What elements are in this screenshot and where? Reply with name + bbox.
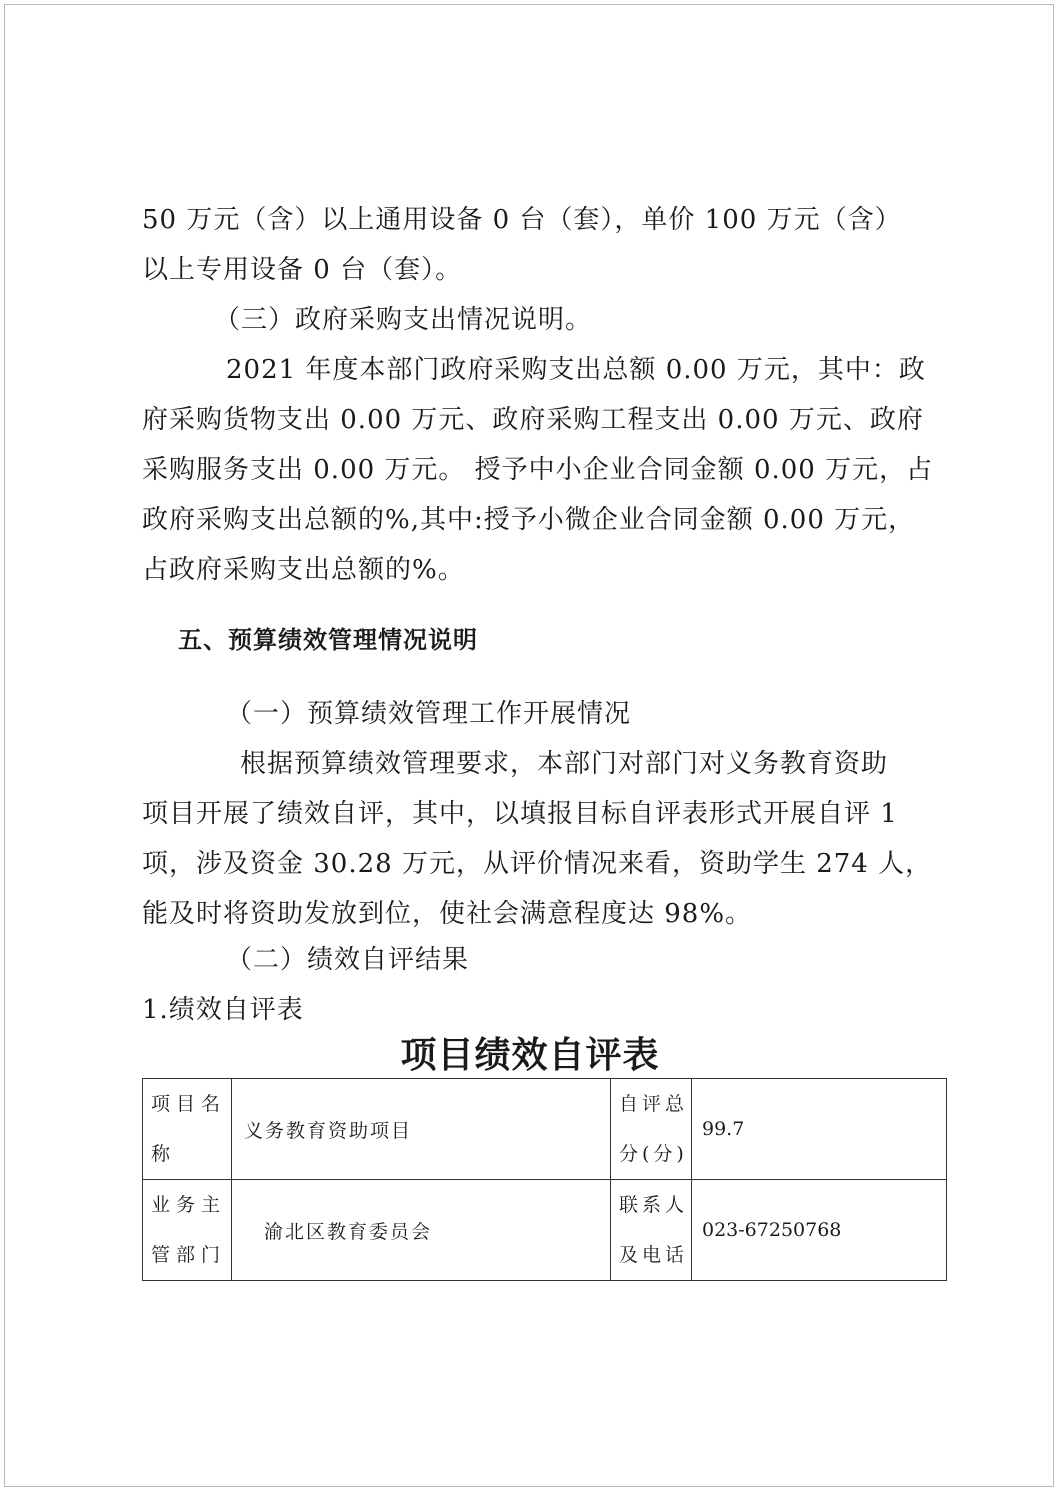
body-line: 项目开展了绩效自评，其中，以填报目标自评表形式开展自评 1	[142, 799, 898, 829]
table-cell-label	[143, 1180, 232, 1281]
body-line: 项，涉及资金 30.28 万元，从评价情况来看，资助学生 274 人，	[142, 849, 933, 879]
paragraph-line: 政府采购支出总额的%,其中:授予小微企业合同金额 0.00 万元，	[142, 505, 916, 535]
table-cell-value: 渝北区教育委员会	[232, 1180, 611, 1281]
label-line: 项目名	[151, 1093, 227, 1115]
label-line: 自评总	[619, 1093, 689, 1115]
paragraph-line: 50 万元（含）以上通用设备 0 台（套），单价 100 万元（含）	[142, 205, 902, 235]
table-cell-value: 义务教育资助项目	[232, 1079, 611, 1180]
subsection-heading-1: （一）预算绩效管理工作开展情况	[226, 699, 632, 729]
label-line: 业务主	[151, 1194, 227, 1216]
label-line: 分(分)	[619, 1143, 688, 1165]
table-cell-label	[611, 1079, 692, 1180]
paragraph-line: 采购服务支出 0.00 万元。 授予中小企业合同金额 0.00 万元，占	[142, 455, 934, 485]
subsection-heading-2: （二）绩效自评结果	[226, 945, 470, 975]
table-row	[143, 1079, 947, 1180]
label-line: 管部门	[151, 1244, 227, 1266]
label-line: 称	[151, 1143, 177, 1165]
table-cell-score: 99.7	[692, 1079, 947, 1180]
paragraph-line: 2021 年度本部门政府采购支出总额 0.00 万元，其中：政	[226, 355, 926, 385]
table-cell-label	[143, 1079, 232, 1180]
body-line: 根据预算绩效管理要求，本部门对部门对义务教育资助	[240, 749, 889, 779]
subsection-heading-3: （三）政府采购支出情况说明。	[214, 305, 593, 335]
paragraph-line: 占政府采购支出总额的%。	[142, 555, 465, 585]
table-title: 项目绩效自评表	[400, 1034, 660, 1076]
label-line: 及电话	[619, 1244, 689, 1266]
section-heading: 五、预算绩效管理情况说明	[178, 626, 478, 654]
label-line: 联系人	[619, 1194, 689, 1216]
paragraph-line: 府采购货物支出 0.00 万元、政府采购工程支出 0.00 万元、政府	[142, 405, 924, 435]
body-line: 能及时将资助发放到位，使社会满意程度达 98%。	[142, 899, 753, 929]
table-row	[143, 1180, 947, 1281]
table-cell-contact: 023-67250768	[692, 1180, 947, 1281]
paragraph-line: 以上专用设备 0 台（套）。	[142, 255, 463, 285]
evaluation-table	[142, 1078, 947, 1281]
item-heading: 1.绩效自评表	[142, 995, 304, 1025]
table-cell-label	[611, 1180, 692, 1281]
